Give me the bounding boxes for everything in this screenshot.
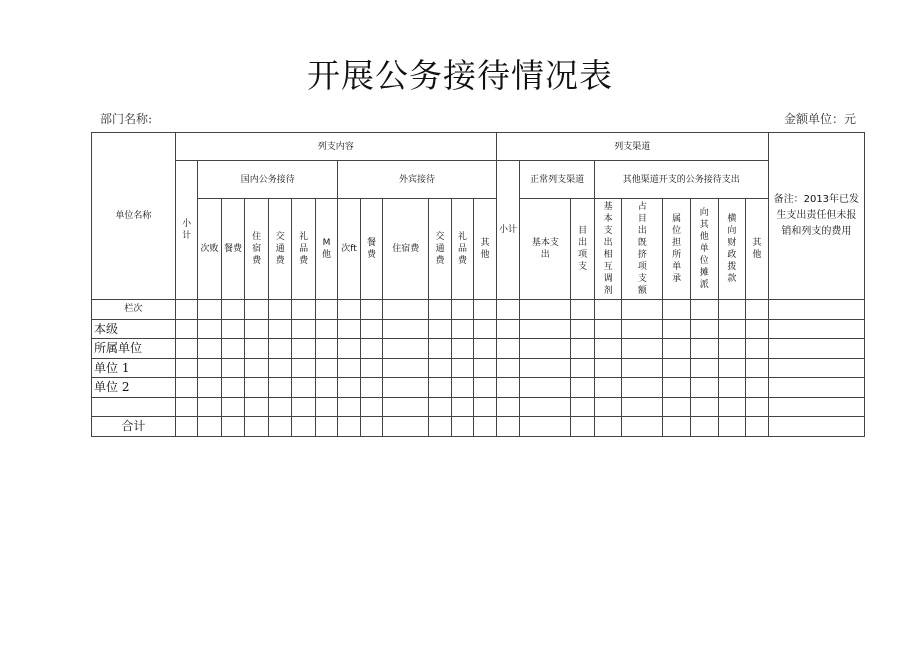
basic-adjust-header: 基本支出相互调剂 xyxy=(594,199,622,300)
table-cell xyxy=(315,397,337,417)
table-cell xyxy=(690,339,718,359)
domestic-gift-header: 礼品费 xyxy=(292,199,316,300)
table-cell xyxy=(571,300,595,320)
table-cell xyxy=(663,300,691,320)
row-label-unit-1: 单位 1 xyxy=(92,358,176,378)
table-cell xyxy=(198,339,222,359)
table-cell xyxy=(245,339,269,359)
table-cell xyxy=(768,319,864,339)
foreign-meal-header: 餐费 xyxy=(360,199,382,300)
table-cell xyxy=(429,319,451,339)
table-cell xyxy=(245,417,269,437)
table-cell xyxy=(338,417,360,437)
table-cell xyxy=(768,378,864,398)
table-cell xyxy=(198,358,222,378)
table-cell xyxy=(768,339,864,359)
table-cell xyxy=(594,339,622,359)
table-cell xyxy=(175,319,197,339)
normal-channel-header: 正常列支渠道 xyxy=(520,161,595,199)
table-cell xyxy=(429,300,451,320)
table-cell xyxy=(338,378,360,398)
project-occupy-header: 占目出旣挤项支额 xyxy=(622,199,663,300)
table-cell xyxy=(571,339,595,359)
subtotal-header-1: 小计 xyxy=(175,161,197,300)
table-cell xyxy=(360,339,382,359)
table-cell xyxy=(520,339,571,359)
table-cell xyxy=(198,378,222,398)
column-index-label: 栏次 xyxy=(92,300,176,320)
table-cell xyxy=(338,397,360,417)
table-cell xyxy=(268,397,292,417)
table-cell xyxy=(496,319,520,339)
table-cell xyxy=(268,319,292,339)
table-cell xyxy=(571,378,595,398)
table-cell xyxy=(245,319,269,339)
table-cell xyxy=(663,339,691,359)
table-cell xyxy=(338,319,360,339)
table-cell xyxy=(718,358,746,378)
table-cell xyxy=(718,397,746,417)
table-cell xyxy=(622,397,663,417)
table-cell xyxy=(768,417,864,437)
table-cell xyxy=(268,300,292,320)
table-cell xyxy=(690,319,718,339)
table-cell xyxy=(175,358,197,378)
table-cell xyxy=(746,319,769,339)
table-cell xyxy=(622,417,663,437)
table-cell xyxy=(451,300,473,320)
table-cell xyxy=(520,319,571,339)
table-cell xyxy=(383,397,429,417)
table-cell xyxy=(383,417,429,437)
table-row xyxy=(92,319,865,339)
table-cell xyxy=(474,300,497,320)
table-cell xyxy=(622,378,663,398)
table-cell xyxy=(292,300,316,320)
table-cell xyxy=(690,378,718,398)
table-cell xyxy=(292,378,316,398)
table-cell xyxy=(315,319,337,339)
table-cell xyxy=(663,378,691,398)
subtotal-header-2: 小计 xyxy=(496,161,520,300)
table-cell xyxy=(360,319,382,339)
table-cell xyxy=(451,339,473,359)
table-cell xyxy=(520,417,571,437)
table-row xyxy=(92,397,865,417)
table-cell xyxy=(496,358,520,378)
table-cell xyxy=(496,339,520,359)
table-cell xyxy=(663,358,691,378)
basic-expenditure-header: 基本支出 xyxy=(520,199,571,300)
table-cell xyxy=(690,417,718,437)
table-cell xyxy=(746,378,769,398)
table-cell xyxy=(221,378,245,398)
table-row xyxy=(92,300,865,320)
table-cell xyxy=(268,358,292,378)
table-row xyxy=(92,339,865,359)
project-expenditure-header: 目出项支 xyxy=(571,199,595,300)
domestic-count-header: 次败 xyxy=(198,199,222,300)
table-cell xyxy=(663,417,691,437)
table-cell xyxy=(451,358,473,378)
table-cell xyxy=(690,300,718,320)
table-cell xyxy=(198,397,222,417)
table-cell xyxy=(496,300,520,320)
table-cell xyxy=(718,417,746,437)
table-cell xyxy=(520,300,571,320)
table-cell xyxy=(496,417,520,437)
subordinate-bear-header: 属位担所单承 xyxy=(663,199,691,300)
table-cell xyxy=(292,319,316,339)
table-cell xyxy=(175,378,197,398)
table-cell xyxy=(245,358,269,378)
table-cell xyxy=(594,378,622,398)
table-cell xyxy=(315,417,337,437)
table-cell xyxy=(474,397,497,417)
table-cell xyxy=(451,417,473,437)
table-cell xyxy=(474,358,497,378)
domestic-meal-header: 餐费 xyxy=(221,199,245,300)
table-cell xyxy=(622,300,663,320)
table-cell xyxy=(520,397,571,417)
table-cell xyxy=(690,358,718,378)
table-cell xyxy=(571,417,595,437)
table-cell xyxy=(221,397,245,417)
table-cell xyxy=(496,397,520,417)
fiscal-transfer-header: 横向财政拨款 xyxy=(718,199,746,300)
table-cell xyxy=(221,300,245,320)
table-cell xyxy=(360,358,382,378)
table-cell xyxy=(622,319,663,339)
foreign-reception-header: 外宾接待 xyxy=(338,161,496,199)
table-cell xyxy=(175,300,197,320)
table-cell xyxy=(429,378,451,398)
page-title: 开展公务接待情况表 xyxy=(307,56,613,95)
row-label-total: 合计 xyxy=(92,417,176,437)
department-label: 部门名称: xyxy=(100,112,153,126)
table-cell xyxy=(451,378,473,398)
table-cell xyxy=(746,417,769,437)
table-cell xyxy=(338,300,360,320)
domestic-lodging-header: 住宿费 xyxy=(245,199,269,300)
table-cell xyxy=(746,300,769,320)
table-cell xyxy=(571,319,595,339)
table-cell xyxy=(768,397,864,417)
list-channel-header: 列支渠道 xyxy=(496,133,768,161)
table-cell xyxy=(474,339,497,359)
row-label-own-level: 本级 xyxy=(92,319,176,339)
table-cell xyxy=(746,358,769,378)
domestic-other-header: M他 xyxy=(315,199,337,300)
other-unit-levy-header: 向其他单位摊派 xyxy=(690,199,718,300)
table-cell xyxy=(360,300,382,320)
table-cell xyxy=(383,319,429,339)
table-cell xyxy=(360,417,382,437)
table-cell xyxy=(594,417,622,437)
domestic-reception-header: 国内公务接待 xyxy=(198,161,338,199)
table-cell xyxy=(338,358,360,378)
row-label-subordinate: 所属单位 xyxy=(92,339,176,359)
table-cell xyxy=(175,417,197,437)
table-cell xyxy=(175,397,197,417)
table-cell xyxy=(690,397,718,417)
table-cell xyxy=(520,378,571,398)
currency-unit-label: 金额单位：元 xyxy=(783,112,856,126)
row-label-unit-2: 单位 2 xyxy=(92,378,176,398)
table-cell xyxy=(245,300,269,320)
table-cell xyxy=(268,417,292,437)
table-cell xyxy=(315,339,337,359)
table-cell xyxy=(594,319,622,339)
foreign-lodging-header: 住宿费 xyxy=(383,199,429,300)
table-cell xyxy=(315,300,337,320)
table-cell xyxy=(474,417,497,437)
table-cell xyxy=(571,358,595,378)
table-cell xyxy=(594,300,622,320)
table-cell xyxy=(718,339,746,359)
table-cell xyxy=(221,358,245,378)
table-cell xyxy=(383,300,429,320)
table-cell xyxy=(383,339,429,359)
table-row xyxy=(92,378,865,398)
table-cell xyxy=(268,378,292,398)
reception-table xyxy=(91,132,865,437)
table-cell xyxy=(746,339,769,359)
table-cell xyxy=(663,397,691,417)
table-cell xyxy=(292,417,316,437)
foreign-other-header: 其他 xyxy=(474,199,497,300)
table-cell xyxy=(622,358,663,378)
table-cell xyxy=(221,319,245,339)
table-cell xyxy=(451,397,473,417)
table-cell xyxy=(429,339,451,359)
table-cell xyxy=(451,319,473,339)
other-channel-header: 其他渠道开支的公务接待支出 xyxy=(594,161,768,199)
table-cell xyxy=(571,397,595,417)
table-cell xyxy=(768,358,864,378)
table-cell xyxy=(429,397,451,417)
table-cell xyxy=(292,358,316,378)
table-row xyxy=(92,417,865,437)
table-row xyxy=(92,358,865,378)
table-cell xyxy=(292,397,316,417)
table-cell xyxy=(315,358,337,378)
domestic-transport-header: 交通费 xyxy=(268,199,292,300)
table-cell xyxy=(429,358,451,378)
note-header: 备注：2013年已发生支出责任但未报销和列支的费用 xyxy=(768,133,864,300)
table-cell xyxy=(474,378,497,398)
table-cell xyxy=(594,358,622,378)
table-cell xyxy=(768,300,864,320)
table-cell xyxy=(221,339,245,359)
table-cell xyxy=(383,358,429,378)
list-content-header: 列支内容 xyxy=(175,133,496,161)
table-cell xyxy=(245,378,269,398)
table-cell xyxy=(360,378,382,398)
table-cell xyxy=(718,378,746,398)
foreign-count-header: 次ft xyxy=(338,199,360,300)
unit-name-header: 单位名称 xyxy=(92,133,176,300)
table-cell xyxy=(496,378,520,398)
table-cell xyxy=(718,300,746,320)
table-cell xyxy=(198,300,222,320)
table-cell xyxy=(360,397,382,417)
table-cell xyxy=(594,397,622,417)
table-cell xyxy=(245,397,269,417)
table-cell xyxy=(315,378,337,398)
table-cell xyxy=(268,339,292,359)
row-label-blank xyxy=(92,397,176,417)
table-cell xyxy=(746,397,769,417)
foreign-gift-header: 礼品费 xyxy=(451,199,473,300)
table-cell xyxy=(474,319,497,339)
foreign-transport-header: 交通费 xyxy=(429,199,451,300)
table-cell xyxy=(292,339,316,359)
table-cell xyxy=(663,319,691,339)
table-cell xyxy=(383,378,429,398)
table-cell xyxy=(198,319,222,339)
table-cell xyxy=(221,417,245,437)
table-cell xyxy=(198,417,222,437)
table-cell xyxy=(429,417,451,437)
table-cell xyxy=(520,358,571,378)
table-cell xyxy=(175,339,197,359)
table-cell xyxy=(338,339,360,359)
table-cell xyxy=(718,319,746,339)
table-cell xyxy=(622,339,663,359)
channel-other-header: 其他 xyxy=(746,199,769,300)
